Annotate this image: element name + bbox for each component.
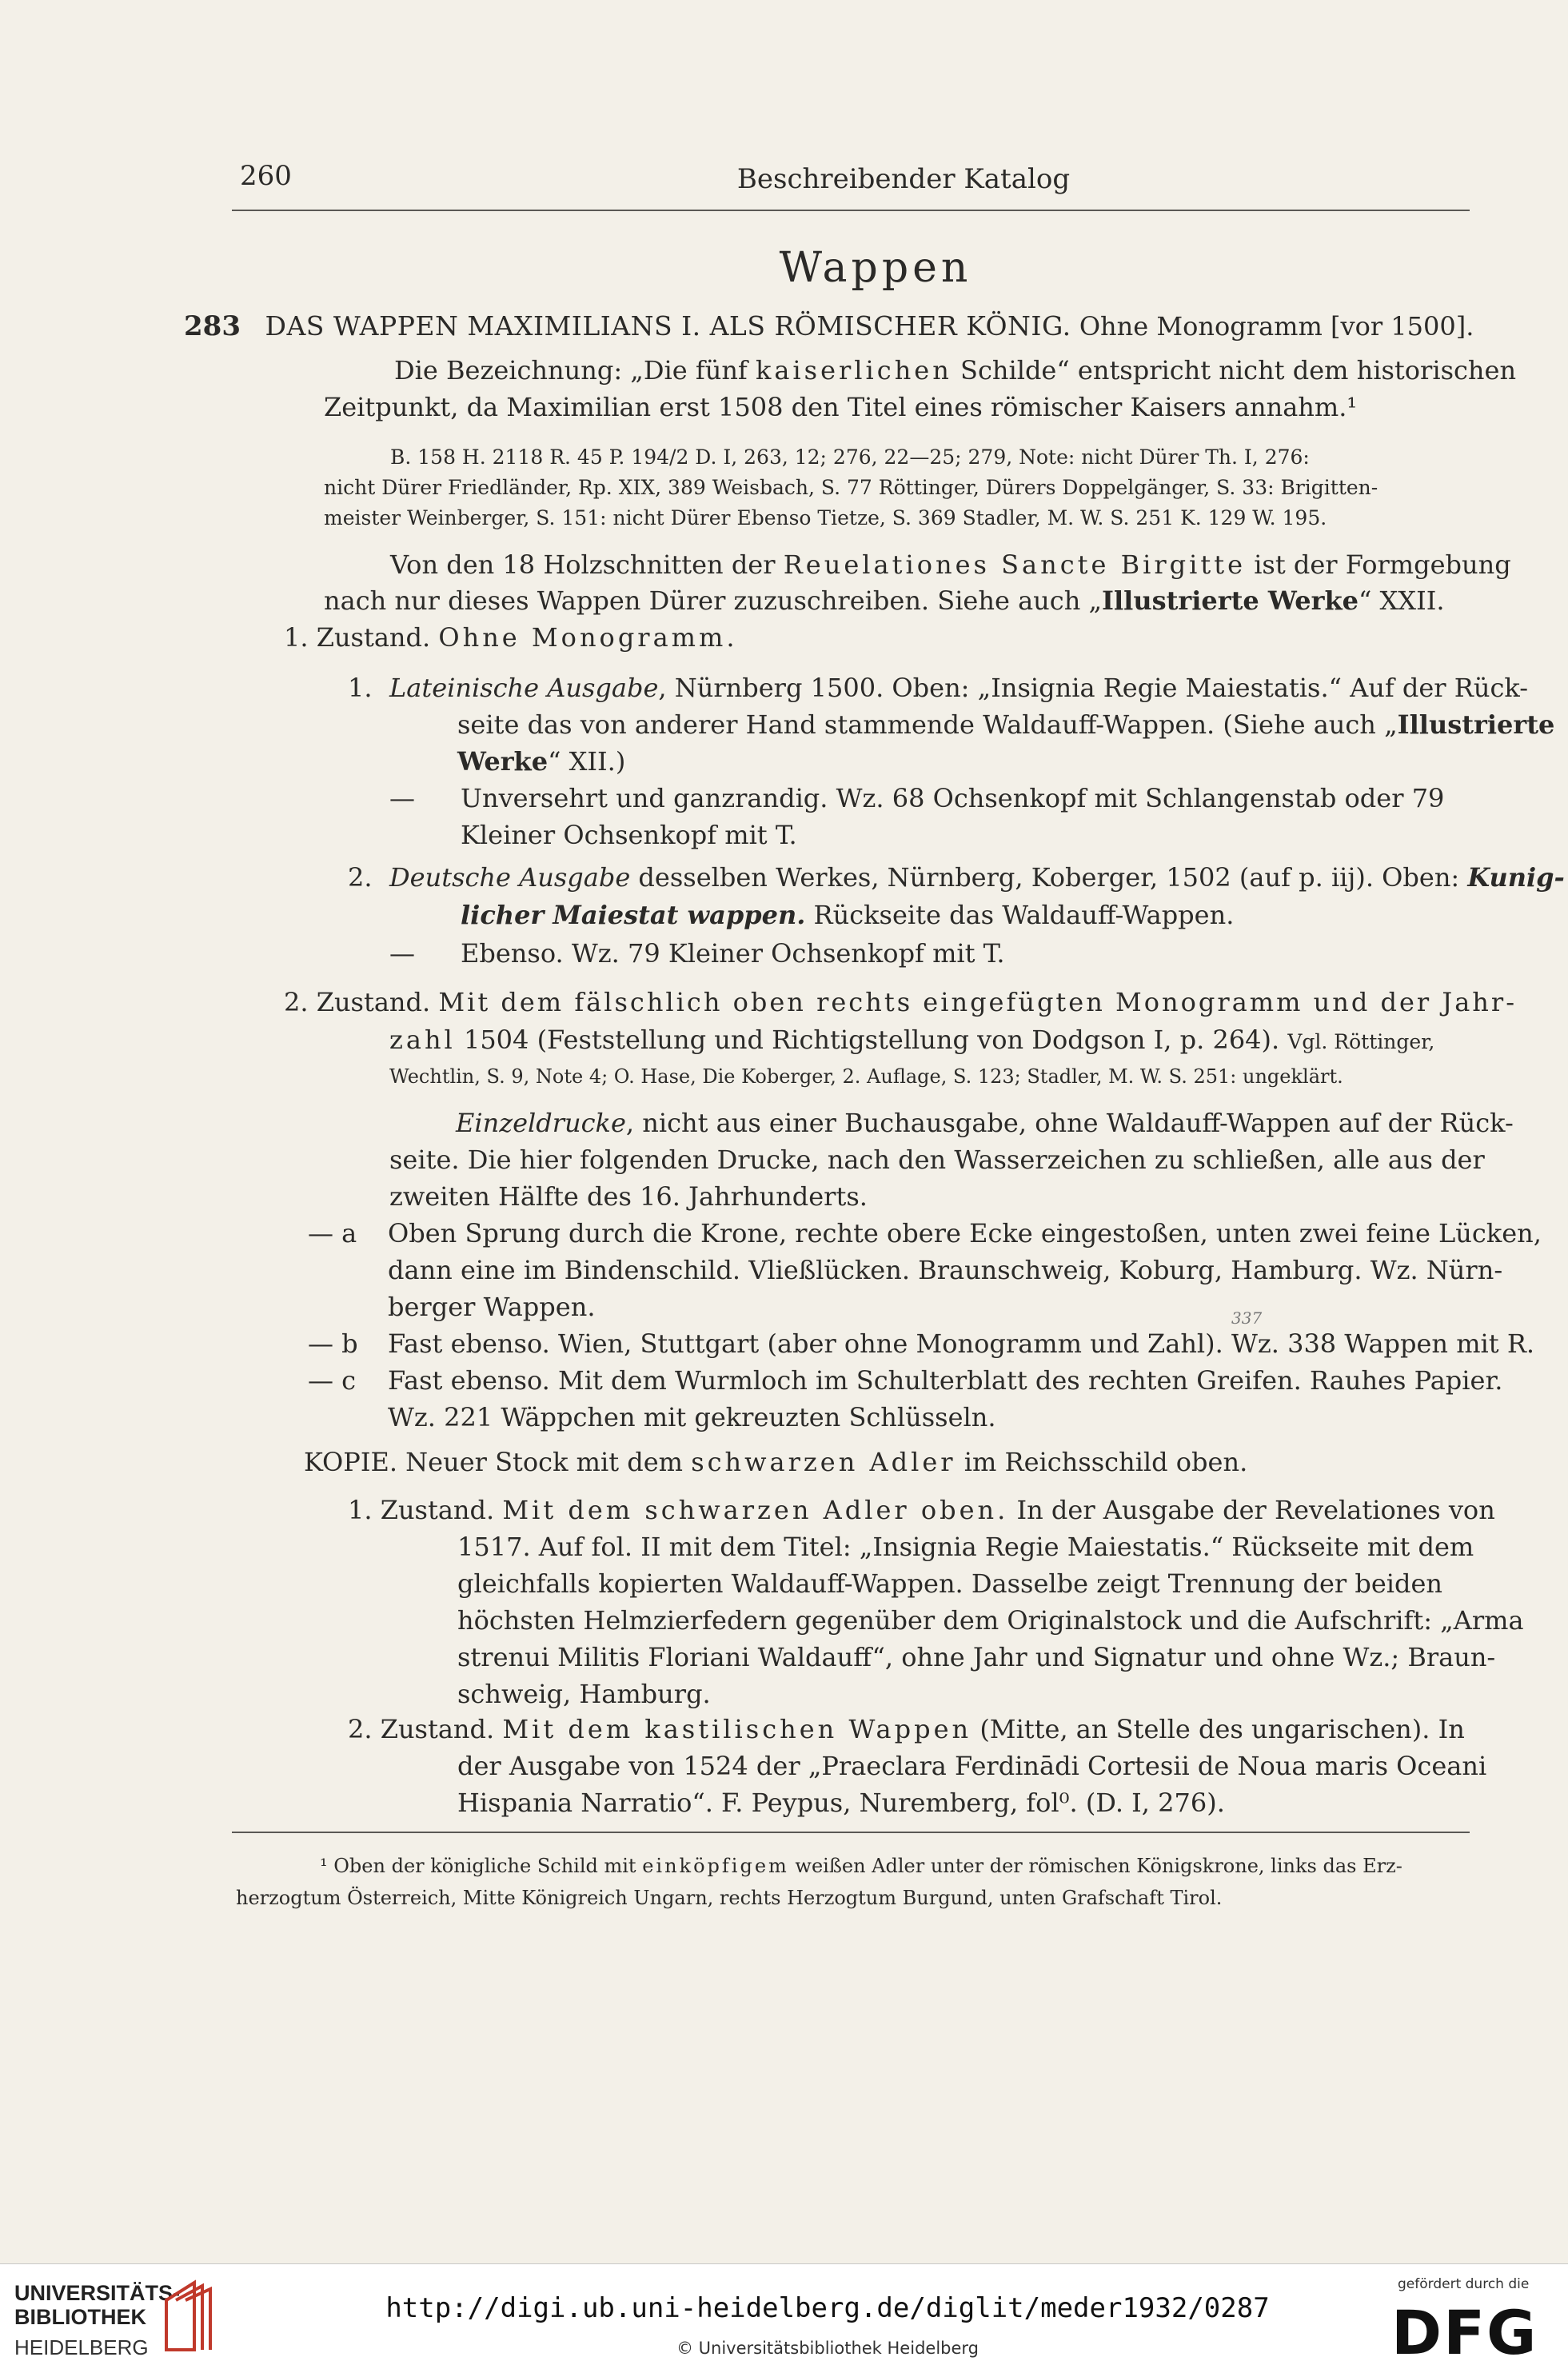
- list-dash: —: [389, 938, 415, 969]
- copy-state-line: strenui Militis Floriani Waldauff“, ohne Jahr und Signatur und ohne Wz.; Braun-: [457, 1642, 1496, 1672]
- entry-title-rest: Ohne Monogramm [vor 1500].: [1079, 311, 1474, 342]
- variant-line: Wz. 221 Wäppchen mit gekreuzten Schlüsseln.: [388, 1402, 996, 1432]
- running-head: Beschreibender Katalog: [736, 163, 1071, 195]
- footer-divider: [0, 2263, 1568, 2264]
- state-heading: 1. Zustand. Ohne Monogramm.: [284, 622, 738, 653]
- paragraph-line: seite. Die hier folgenden Drucke, nach den Wasserzeichen zu schließen, alle aus der: [389, 1145, 1485, 1175]
- paragraph-line: Einzeldrucke, nicht aus einer Buchausgabe, ohne Waldauff-Wappen auf der Rück-: [456, 1108, 1514, 1138]
- library-city: HEIDELBERG: [14, 2335, 149, 2359]
- list-item-line: Unversehrt und ganzrandig. Wz. 68 Ochsenkopf mit Schlangenstab oder 79: [461, 783, 1445, 813]
- footnote-line: herzogtum Österreich, Mitte Königreich Ungarn, rechts Herzogtum Burgund, unten Grafschaft Tirol.: [236, 1887, 1223, 1909]
- paragraph-line: Von den 18 Holzschnitten der Reuelationes Sancte Birgitte ist der Formgebung: [390, 549, 1511, 580]
- footnote-rule: [232, 1832, 1470, 1833]
- header-rule: [232, 210, 1470, 211]
- paragraph-line: nach nur dieses Wappen Dürer zuzuschreiben. Siehe auch „Illustrierte Werke“ XXII.: [324, 585, 1445, 616]
- list-dash: —: [389, 783, 415, 813]
- list-item-line: licher Maiestat wappen. Rückseite das Waldauff-Wappen.: [461, 900, 1235, 930]
- copy-state-line: schweig, Hamburg.: [457, 1679, 711, 1709]
- variant-label-b: — b: [308, 1328, 358, 1359]
- handwritten-note: 337: [1231, 1308, 1263, 1328]
- variant-line: berger Wappen.: [388, 1292, 596, 1322]
- copyright-text: © Universitätsbibliothek Heidelberg: [676, 2339, 979, 2358]
- copy-state-line: 2. Zustand. Mit dem kastilischen Wappen (Mitte, an Stelle des ungarischen). In: [348, 1714, 1465, 1744]
- list-item-line: Ebenso. Wz. 79 Kleiner Ochsenkopf mit T.: [461, 938, 1005, 969]
- paragraph-line: zweiten Hälfte des 16. Jahrhunderts.: [389, 1181, 868, 1212]
- copy-state-line: 1. Zustand. Mit dem schwarzen Adler oben. In der Ausgabe der Revelationes von: [348, 1495, 1495, 1525]
- entry-title: DAS WAPPEN MAXIMILIANS I. ALS RÖMISCHER KÖNIG.: [265, 310, 1071, 342]
- variant-label-a: — a: [308, 1218, 357, 1248]
- paragraph-line: Die Bezeichnung: „Die fünf kaiserlichen Schilde“ entspricht nicht dem historischen: [394, 355, 1517, 386]
- paragraph-line: Zeitpunkt, da Maximilian erst 1508 den Titel eines römischer Kaisers annahm.¹: [324, 392, 1358, 422]
- list-item-line: Lateinische Ausgabe, Nürnberg 1500. Oben: „Insignia Regie Maiestatis.“ Auf der Rück-: [389, 673, 1529, 703]
- copy-state-line: höchsten Helmzierfedern gegenüber dem Originalstock und die Aufschrift: „Arma: [457, 1605, 1524, 1636]
- variant-line: Oben Sprung durch die Krone, rechte obere Ecke eingestoßen, unten zwei feine Lücken,: [388, 1218, 1542, 1248]
- state-line: zahl 1504 (Feststellung und Richtigstellung von Dodgson I, p. 264). Vgl. Röttinger,: [389, 1025, 1435, 1055]
- list-item-line: Deutsche Ausgabe desselben Werkes, Nürnberg, Koberger, 1502 (auf p. iij). Oben: Kunig-: [389, 862, 1565, 893]
- footnote-line: ¹ Oben der königliche Schild mit einköpfigem weißen Adler unter der römischen Königskrone, links das Erz-: [320, 1855, 1402, 1877]
- list-marker: 1.: [348, 673, 373, 703]
- copy-state-line: 1517. Auf fol. II mit dem Titel: „Insignia Regie Maiestatis.“ Rückseite mit dem: [457, 1532, 1474, 1562]
- entry-number: 283: [184, 310, 241, 342]
- section-title: Wappen: [779, 244, 972, 292]
- entry-heading: [184, 310, 1474, 342]
- list-item-line: seite das von anderer Hand stammende Waldauff-Wappen. (Siehe auch „Illustrierte: [457, 709, 1555, 740]
- copy-state-line: der Ausgabe von 1524 der „Praeclara Ferdinādi Cortesii de Noua maris Oceani: [457, 1751, 1487, 1781]
- library-name: UNIVERSITÄTS- BIBLIOTHEK: [14, 2281, 181, 2329]
- reference-line: meister Weinberger, S. 151: nicht Dürer Ebenso Tietze, S. 369 Stadler, M. W. S. 251 K. 129 W. 195.: [324, 506, 1327, 529]
- list-item-line: Werke“ XII.): [457, 746, 626, 777]
- kopie-heading: KOPIE. Neuer Stock mit dem schwarzen Adler im Reichsschild oben.: [304, 1447, 1248, 1477]
- funder-label: gefördert durch die: [1398, 2276, 1530, 2292]
- copy-state-line: gleichfalls kopierten Waldauff-Wappen. Dasselbe zeigt Trennung der beiden: [457, 1568, 1443, 1599]
- variant-line: dann eine im Bindenschild. Vließlücken. Braunschweig, Koburg, Hamburg. Wz. Nürn-: [388, 1255, 1503, 1285]
- page-number: 260: [240, 160, 292, 192]
- reference-line: nicht Dürer Friedländer, Rp. XIX, 389 Weisbach, S. 77 Röttinger, Dürers Doppelgänger, S. 33: Brigitten-: [324, 476, 1378, 499]
- state-line: Wechtlin, S. 9, Note 4; O. Hase, Die Koberger, 2. Auflage, S. 123; Stadler, M. W. S. 251: ungeklärt.: [389, 1065, 1343, 1088]
- permalink-url[interactable]: http://digi.ub.uni-heidelberg.de/diglit/meder1932/0287: [385, 2292, 1270, 2324]
- variant-line: Fast ebenso. Mit dem Wurmloch im Schulterblatt des rechten Greifen. Rauhes Papier.: [388, 1365, 1503, 1396]
- reference-line: B. 158 H. 2118 R. 45 P. 194/2 D. I, 263, 12; 276, 22—25; 279, Note: nicht Dürer Th. I, 276:: [390, 445, 1310, 469]
- variant-line: Fast ebenso. Wien, Stuttgart (aber ohne Monogramm und Zahl). Wz. 338 Wappen mit R.: [388, 1328, 1535, 1359]
- list-item-line: Kleiner Ochsenkopf mit T.: [461, 820, 797, 850]
- list-marker: 2.: [348, 862, 373, 893]
- state-heading: 2. Zustand. Mit dem fälschlich oben rechts eingefügten Monogramm und der Jahr-: [284, 987, 1518, 1017]
- variant-label-c: — c: [308, 1365, 357, 1396]
- funder-logo: DFG: [1391, 2297, 1538, 2368]
- copy-state-line: Hispania Narratio“. F. Peypus, Nuremberg, fol⁰. (D. I, 276).: [457, 1788, 1225, 1818]
